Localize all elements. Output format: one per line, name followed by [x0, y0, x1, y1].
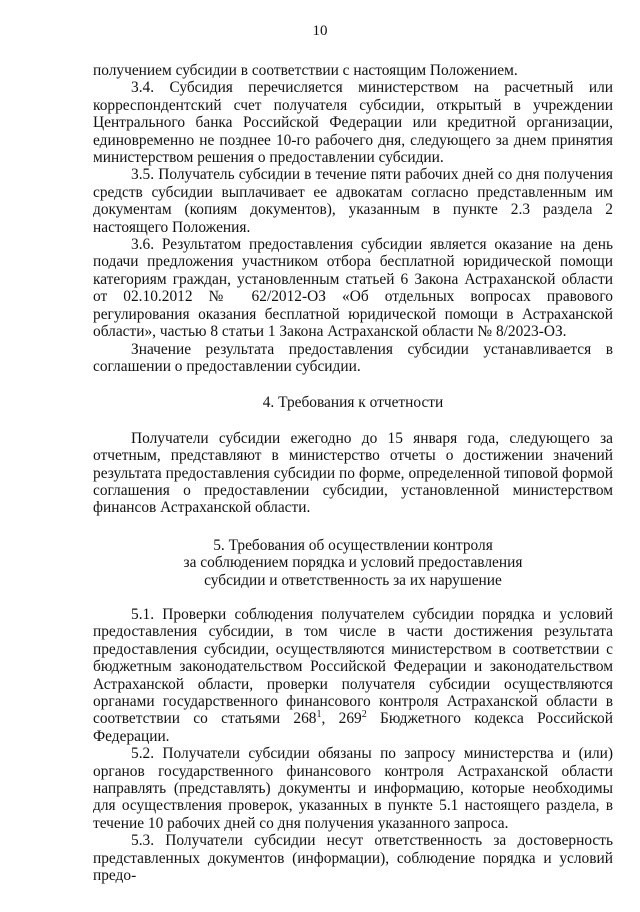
section-5-heading	[93, 537, 613, 589]
paragraph-5-1-main: 5.1. Проверки соблюдения получателем субсидии порядка и условий предоставления субсидии, в том числе в части достижения результата предоставления субсидии, осуществляются министерством в соответствии с бюджетным законодательством Российской Федерации и законодательством Астраханской области, проверки получателя субсидии осуществляются органами государственного финансового контроля Астраханской области в соответствии со статьями 268	[93, 605, 613, 728]
section-5-heading-line-1: 5. Требования об осуществлении контроля	[213, 536, 493, 554]
paragraph-3-6: 3.6. Результатом предоставления субсидии является оказание на день подачи предложения участником отбора бесплатной юридической помощи категориям граждан, установленным статьей 6 Закона Астраханской области от 02.10.2012 № 62/2012-ОЗ «Об отдельных вопросах правового регулирования оказания бесплатной юридической помощи в Астраханской области», частью 8 статьи 1 Закона Астраханской области № 8/2023-ОЗ.	[93, 236, 613, 341]
paragraph-3-4: 3.4. Субсидия перечисляется министерством на расчетный или корреспондентский счет получателя субсидии, открытый в учреждении Центрального банка Российской Федерации или кредитной организации, единовременно не позднее 10-го рабочего дня, следующего за днем принятия министерством решения о предоставлении субсидии.	[93, 79, 613, 167]
superscript-2: 2	[361, 709, 367, 721]
paragraph-5-3: 5.3. Получатели субсидии несут ответственность за достоверность представленных документов (информации), соблюдение порядка и условий предо-	[93, 832, 613, 885]
section-4-paragraph: Получатели субсидии ежегодно до 15 января года, следующего за отчетным, представляют в министерство отчеты о достижении значений результата предоставления субсидии по форме, определенной типовой формой соглашения о предоставлении субсидии, установленной министерством финансов Астраханской области.	[93, 429, 613, 517]
paragraph-5-1	[93, 606, 613, 745]
section-5-heading-line-3: субсидии и ответственность за их нарушение	[204, 571, 502, 589]
paragraph-result-value: Значение результата предоставления субсидии устанавливается в соглашении о предоставлении субсидии.	[93, 340, 613, 375]
paragraph-5-1-mid: , 269	[321, 710, 362, 728]
section-4-heading: 4. Требования к отчетности	[262, 394, 444, 412]
section-5-heading-line-2: за соблюдением порядка и условий предоставления	[183, 554, 523, 572]
page-number: 10	[312, 23, 328, 39]
superscript-1: 1	[316, 709, 322, 721]
paragraph-continuation: получением субсидии в соответствии с настоящим Положением.	[93, 62, 518, 79]
paragraph-5-2: 5.2. Получатели субсидии обязаны по запросу министерства и (или) органов государственного финансового контроля Астраханской области направлять (представлять) документы и информацию, которые необходимы для осуществления проверок, указанных в пункте 5.1 настоящего раздела, в течение 10 рабочих дней со дня получения указанного запроса.	[93, 745, 613, 832]
paragraph-3-5: 3.5. Получатель субсидии в течение пяти рабочих дней со дня получения средств субсидии выплачивает ее адвокатам согласно представленным им документам (копиям документов), указанным в пункте 2.3 раздела 2 настоящего Положения.	[93, 166, 613, 236]
paragraph-5-1-end: Бюджетного кодекса Российской Федерации.	[93, 710, 613, 745]
document-body	[93, 62, 613, 884]
